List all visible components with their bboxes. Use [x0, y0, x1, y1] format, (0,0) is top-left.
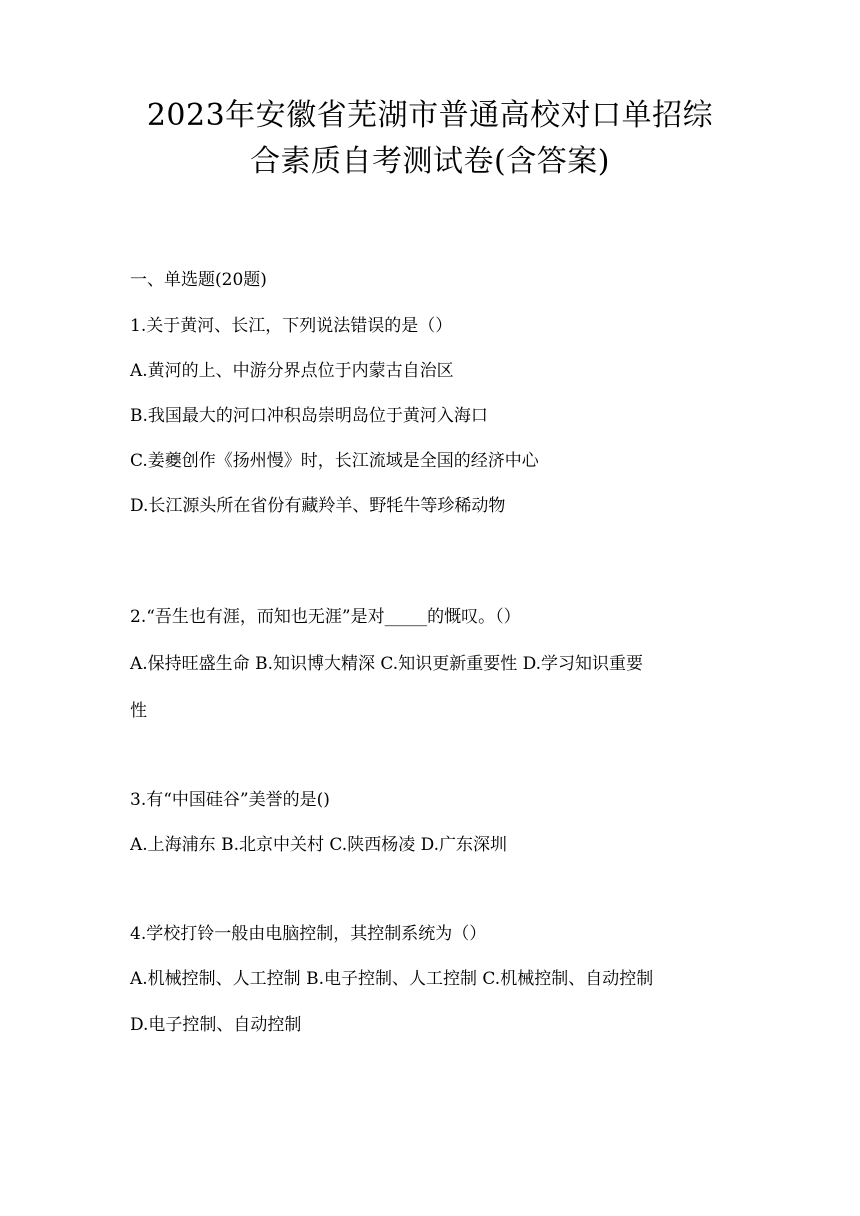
question-2-options-line-1: A.保持旺盛生命 B.知识博大精深 C.知识更新重要性 D.学习知识重要 [130, 654, 644, 674]
document-title-line-2: 合素质自考测试卷(含答案) [250, 144, 610, 179]
question-1-option-c: C.姜夔创作《扬州慢》时，长江流域是全国的经济中心 [130, 451, 539, 471]
question-1-option-a: A.黄河的上、中游分界点位于内蒙古自治区 [130, 361, 454, 381]
document-title-line-1: 2023年安徽省芜湖市普通高校对口单招综 [146, 98, 714, 133]
question-4-stem: 4.学校打铃一般由电脑控制，其控制系统为（） [130, 924, 487, 944]
question-3-options-line-1: A.上海浦东 B.北京中关村 C.陕西杨凌 D.广东深圳 [130, 835, 508, 855]
question-2-options-line-2: 性 [130, 701, 147, 721]
section-heading: 一、单选题(20题) [130, 270, 267, 290]
question-2-stem: 2.“吾生也有涯，而知也无涯”是对_____的慨叹。（） [130, 607, 521, 627]
question-1-option-b: B.我国最大的河口冲积岛崇明岛位于黄河入海口 [130, 406, 488, 426]
question-3-stem: 3.有“中国硅谷”美誉的是() [130, 790, 330, 810]
question-4-options-line-2: D.电子控制、自动控制 [130, 1015, 302, 1035]
question-4-options-line-1: A.机械控制、人工控制 B.电子控制、人工控制 C.机械控制、自动控制 [130, 969, 654, 989]
question-1-stem: 1.关于黄河、长江，下列说法错误的是（） [130, 316, 453, 336]
question-1-option-d: D.长江源头所在省份有藏羚羊、野牦牛等珍稀动物 [130, 496, 506, 516]
